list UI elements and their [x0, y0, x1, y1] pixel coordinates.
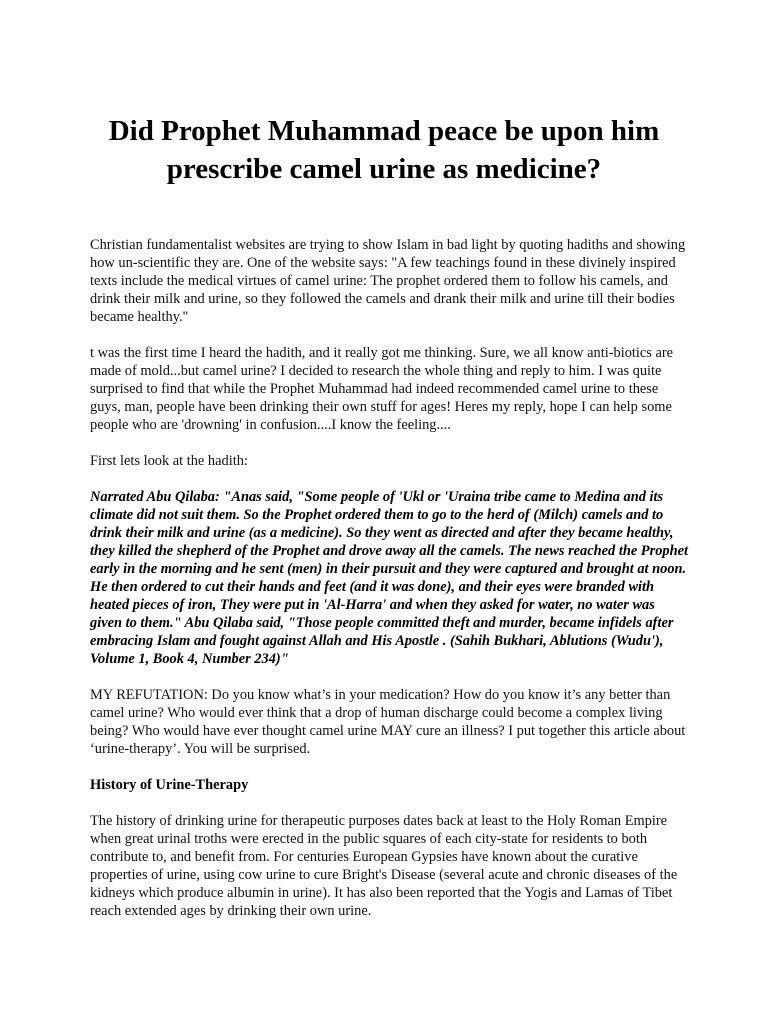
author-reaction-paragraph: t was the first time I heard the hadith, and it really got me thinking. Sure, we all know anti-biotics are made of mold...but camel urine? I decided to research the whole thing and reply to him. I was quite surprised to find that while the Prophet Muhammad had indeed recommended camel urine to these guys, man, people have been drinking their own stuff for ages! Heres my reply, hope I can help some people who are 'drowning' in confusion....I know the feeling.... [90, 345, 674, 433]
hadith-quote: Narrated Abu Qilaba: "Anas said, "Some people of 'Ukl or 'Uraina tribe came to Medina and its climate did not suit them. So the Prophet ordered them to go to the herd of (Milch) camels and to drink their milk and urine (as a medicine). So they went as directed and after they became healthy, they killed the shepherd of the Prophet and drove away all the camels. The news reached the Prophet early in the morning and he sent (men) in their pursuit and they were captured and brought at noon. He then ordered to cut their hands and feet (and it was done), and their eyes were branded with heated pieces of iron, They were put in 'Al-Harra' and when they asked for water, no water was given to them." Abu Qilaba said, "Those people committed theft and murder, became infidels after embracing Islam and fought against Allah and His Apostle . (Sahih Bukhari, Ablutions (Wudu'), Volume 1, Book 4, Number 234)" [90, 489, 688, 667]
intro-paragraph: Christian fundamentalist websites are trying to show Islam in bad light by quoting hadiths and showing how un-scientific they are. One of the website says: "A few teachings found in these divinely inspired texts include the medical virtues of camel urine: The prophet ordered them to follow his camels, and drink their milk and urine, so they followed the camels and drank their milk and urine till their bodies became healthy." [90, 237, 686, 325]
document-body [90, 236, 690, 938]
section-heading-history: History of Urine-Therapy [90, 777, 249, 793]
history-paragraph: The history of drinking urine for therapeutic purposes dates back at least to the Holy Roman Empire when great urinal troths were erected in the public squares of each city-state for residents to both contribute to, and benefit from. For centuries European Gypsies have known about the curative properties of urine, using cow urine to cure Bright's Disease (several acute and chronic diseases of the kidneys which produce albumin in urine). It has also been reported that the Yogis and Lamas of Tibet reach extended ages by drinking their own urine. [90, 813, 678, 919]
document-title: Did Prophet Muhammad peace be upon him prescribe camel urine as medicine? [108, 115, 660, 185]
refutation-paragraph: MY REFUTATION: Do you know what’s in your medication? How do you know it’s any better than camel urine? Who would ever think that a drop of human discharge could become a complex living being? Who would have ever thought camel urine MAY cure an illness? I put together this article about ‘urine-therapy’. You will be surprised. [90, 687, 686, 757]
hadith-intro-paragraph: First lets look at the hadith: [90, 453, 248, 469]
